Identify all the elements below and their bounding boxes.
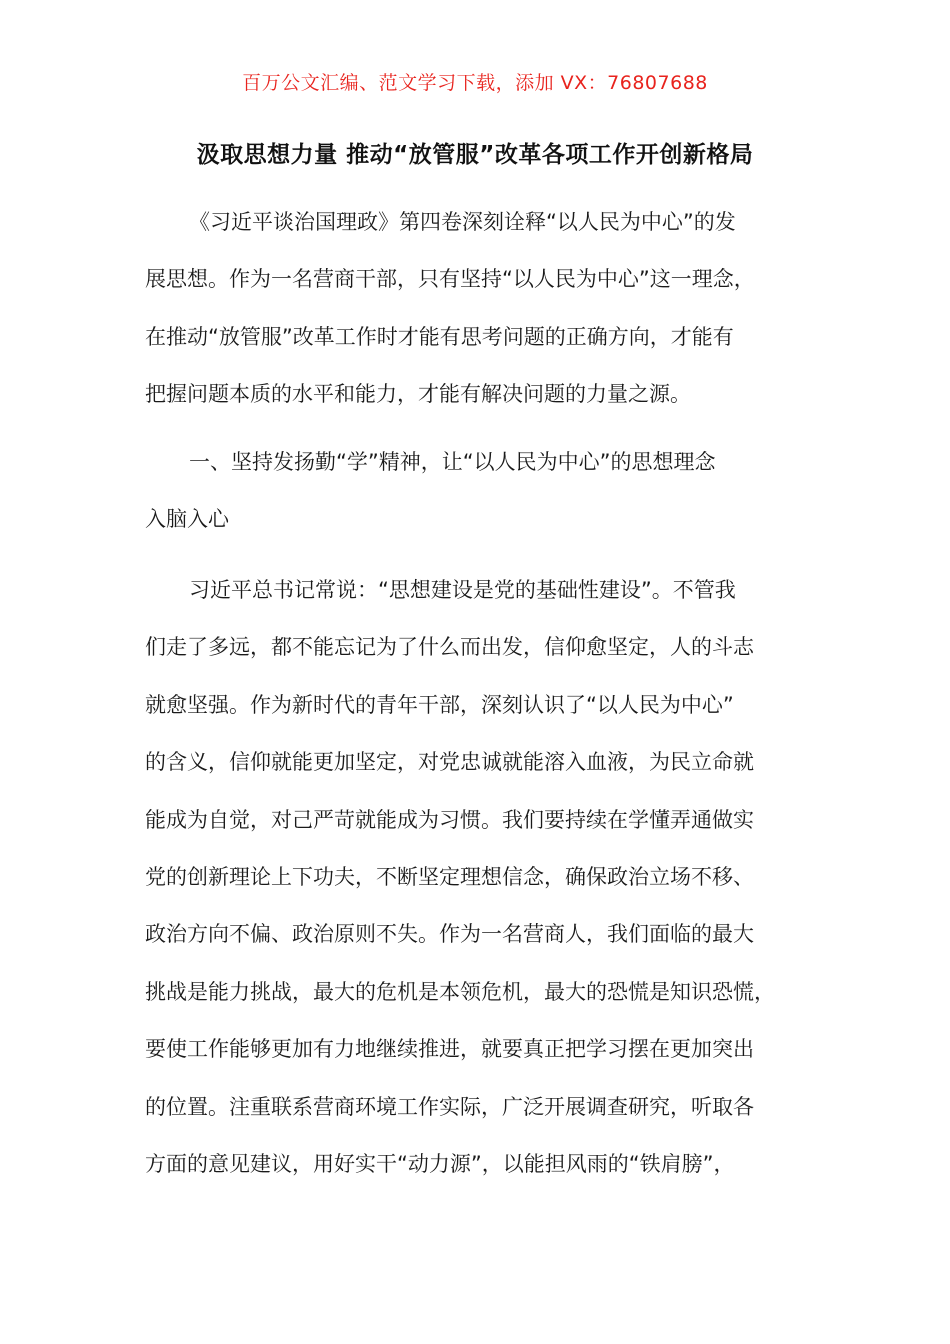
text-line: 方面的意见建议，用好实干“动力源”，以能担风雨的“铁肩膀”，: [145, 1151, 735, 1176]
text-line: 就愈坚强。作为新时代的青年干部，深刻认识了“以人民为中心”: [145, 692, 734, 717]
text-line: 在推动“放管服”改革工作时才能有思考问题的正确方向，才能有: [145, 324, 734, 349]
text-line: 挑战是能力挑战，最大的危机是本领危机，最大的恐慌是知识恐慌，: [145, 979, 775, 1004]
text-line: 党的创新理论上下功夫，不断坚定理想信念，确保政治立场不移、: [145, 864, 754, 889]
text-line: 政治方向不偏、政治原则不失。作为一名营商人，我们面临的最大: [145, 922, 754, 947]
text-line: 的位置。注重联系营商环境工作实际，广泛开展调查研究，听取各: [145, 1094, 754, 1119]
text-line: 能成为自觉，对己严苛就能成为习惯。我们要持续在学懂弄通做实: [145, 807, 754, 832]
paragraph-intro: [145, 194, 813, 424]
text-line: 展思想。作为一名营商干部，只有坚持“以人民为中心”这一理念，: [145, 267, 755, 292]
text-line: 一、坚持发扬勤“学”精神，让“以人民为中心”的思想理念: [189, 450, 716, 474]
text-line: 《习近平谈治国理政》第四卷深刻诠释“以人民为中心”的发: [189, 210, 736, 234]
text-line: 们走了多远，都不能忘记为了什么而出发，信仰愈坚定，人的斗志: [145, 635, 754, 660]
document-title: 汲取思想力量 推动“放管服”改革各项工作开创新格局: [196, 142, 754, 168]
section-heading-1: [145, 434, 813, 549]
text-line: 要使工作能够更加有力地继续推进，就要真正把学习摆在更加突出: [145, 1037, 754, 1062]
paragraph-section-1: [145, 562, 813, 1193]
text-line: 习近平总书记常说：“思想建设是党的基础性建设”。不管我: [189, 578, 736, 602]
header-note: 百万公文汇编、范文学习下载，添加 VX：76807688: [242, 72, 708, 94]
text-line: 入脑入心: [145, 507, 229, 532]
text-line: 把握问题本质的水平和能力，才能有解决问题的力量之源。: [145, 382, 691, 407]
text-line: 的含义，信仰就能更加坚定，对党忠诚就能溶入血液，为民立命就: [145, 750, 754, 775]
